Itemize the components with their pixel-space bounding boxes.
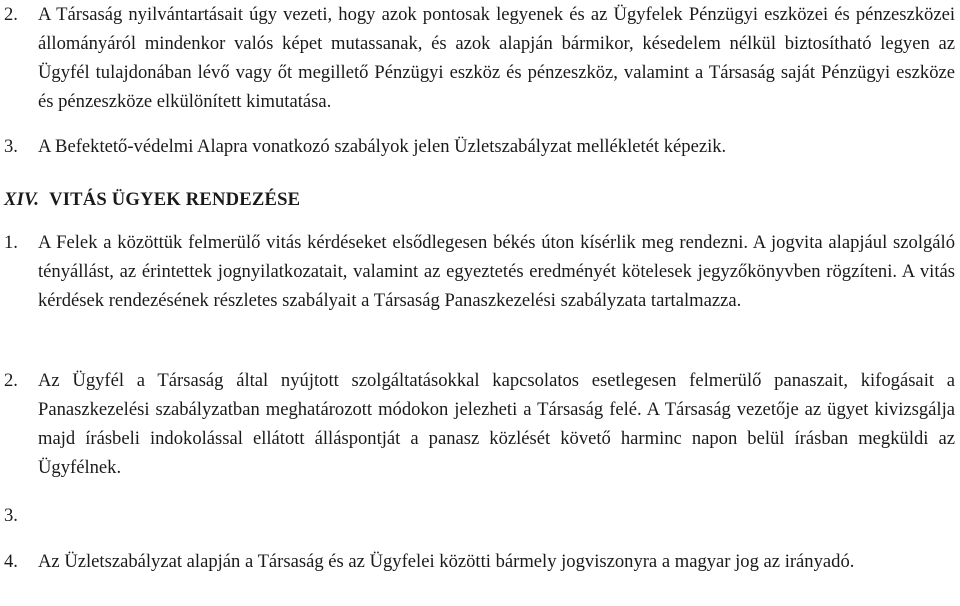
paragraph-text: A Befektető-védelmi Alapra vonatkozó szabályok jelen Üzletszabályzat mellékletét képezik. — [38, 136, 727, 157]
list-item-3-investor-protection — [0, 132, 960, 161]
section-number: XIV. — [4, 189, 40, 210]
paragraph-text: A Felek a közöttük felmerülő vitás kérdéseket elsődlegesen békés úton kísérlik meg rendezni. A jogvita alapjául szolgáló tényállást, az érintettek jognyilatkozatait, valamint az egyeztetés eredményét kötelesek jegyzőkönyvben rögzíteni. A vitás kérdések rendezésének részletes szabályait a Társaság Panaszkezelési szabályzata tartalmazza. — [38, 232, 955, 311]
list-number: 4. — [4, 551, 18, 572]
list-number: 3. — [4, 505, 18, 526]
list-number: 2. — [4, 4, 18, 25]
paragraph-text: Az Üzletszabályzat alapján a Társaság és az Ügyfelei közötti bármely jogviszonyra a magyar jog az irányadó. — [38, 551, 855, 572]
paragraph-text: Az Ügyfél a Társaság által nyújtott szolgáltatásokkal kapcsolatos esetlegesen felmerülő panaszait, kifogásait a Panaszkezelési szabályzatban meghatározott módokon jelezheti a Társaság felé. A Társaság vezetője az ügyet kivizsgálja majd írásbeli indokolással ellátott álláspontját a panasz közlését követő harminc napon belül írásban megküldi az Ügyfélnek. — [38, 370, 955, 478]
list-number: 2. — [4, 370, 18, 391]
paragraph-text: A Társaság nyilvántartásait úgy vezeti, hogy azok pontosak legyenek és az Ügyfelek Pénzügyi eszközei és pénzeszközei állományáról mindenkor valós képet mutassanak, és azok alapján bármikor, késedelem nélkül biztosítható legyen az Ügyfél tulajdonában lévő vagy őt megillető Pénzügyi eszköz és pénzeszköz, valamint a Társaság saját Pénzügyi eszköze és pénzeszköze elkülönített kimutatása. — [38, 4, 955, 112]
list-number: 1. — [4, 232, 18, 253]
list-item-2-complaints — [0, 366, 960, 482]
list-item-1-dispute — [0, 228, 960, 315]
section-heading — [4, 185, 300, 214]
section-title: VITÁS ÜGYEK RENDEZÉSE — [49, 189, 301, 210]
list-item-2-records — [0, 0, 960, 116]
list-item-4-governing-law — [0, 547, 960, 576]
list-number: 3. — [4, 136, 18, 157]
